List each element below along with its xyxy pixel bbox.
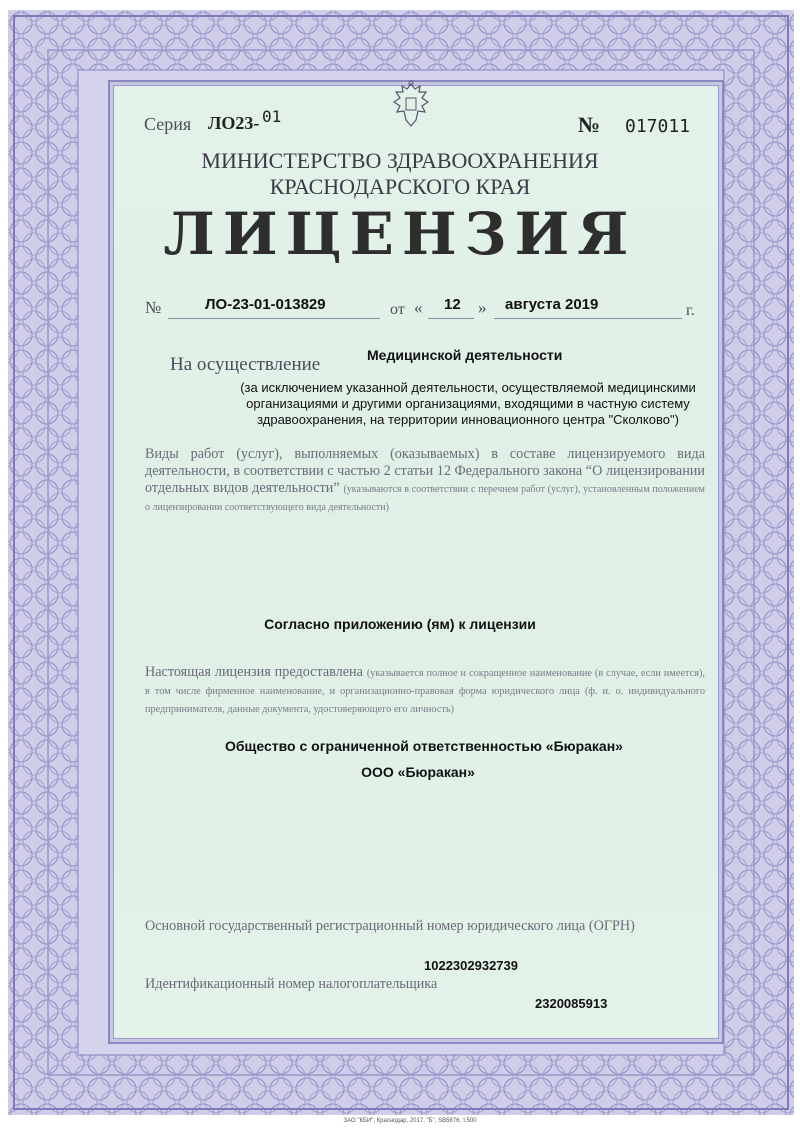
- quote-close: »: [478, 298, 487, 317]
- coat-of-arms-emblem: [390, 80, 432, 132]
- number-symbol: №: [578, 112, 601, 137]
- activity-note: (за исключением указанной деятельности, осуществляемой медицинскими организациями и другими организациями, входящими в частную систему здравоохранения, на территории инновационного центра "Сколково"): [240, 380, 696, 427]
- ogrn-label: Основной государственный регистрационный номер юридического лица (ОГРН): [145, 918, 635, 934]
- activity-label: На осуществление: [170, 354, 321, 375]
- license-day: 12: [444, 296, 461, 313]
- ministry-line-1: МИНИСТЕРСТВО ЗДРАВООХРАНЕНИЯ: [201, 148, 599, 173]
- ministry-name: [0, 148, 800, 200]
- ministry-line-2: КРАСНОДАРСКОГО КРАЯ: [269, 174, 531, 199]
- year-suffix: г.: [686, 302, 695, 319]
- license-number-symbol: №: [145, 298, 162, 317]
- day-line: [428, 318, 474, 319]
- activity-value: Медицинской деятельности: [367, 347, 563, 363]
- license-number-line: [168, 318, 380, 319]
- document-title: ЛИЦЕНЗИЯ: [163, 200, 637, 268]
- ogrn-value: 1022302932739: [424, 958, 518, 973]
- works-label: Виды работ (услуг), выполняемых (оказываемых) в составе лицензируемого вида деятельности, в соответствии с частью 2 статьи 12 Федерального закона “О лицензировании отдельных видов деятельности”: [145, 446, 705, 496]
- month-line: [494, 318, 682, 319]
- blank-number: 017011: [625, 116, 691, 137]
- holder-section: [145, 664, 705, 718]
- series-code: ЛО23-: [208, 113, 260, 133]
- from-label: от: [390, 301, 405, 318]
- works-value: Согласно приложению (ям) к лицензии: [264, 616, 536, 632]
- holder-full-name: Общество с ограниченной ответственностью «Бюракан»: [225, 738, 623, 754]
- inn-label: Идентификационный номер налогоплательщика: [145, 976, 438, 992]
- quote-open: «: [414, 298, 423, 317]
- holder-short-name: ООО «Бюракан»: [361, 764, 475, 780]
- inn-value: 2320085913: [535, 996, 608, 1011]
- series-label: Серия: [144, 114, 192, 134]
- holder-caption: (указывается полное и сокращенное наименование (в случае, если имеется), в том числе фирменное наименование, и организационно-правовая форма юридического лица (ф. и. о. индивидуального предпринимателя, данные документа, удостоверяющего его личность): [145, 668, 705, 715]
- license-month-year: августа 2019: [505, 296, 599, 313]
- license-number: ЛО-23-01-013829: [205, 296, 326, 313]
- series-suffix: 01: [262, 107, 282, 126]
- holder-label: Настоящая лицензия предоставлена: [145, 664, 363, 680]
- printer-imprint: ЗАО "КБИ", Краснодар, 2017, "Б", SB5876, т.500: [343, 1118, 477, 1124]
- works-section: [145, 446, 705, 516]
- works-caption: (указываются в соответствии с перечнем работ (услуг), установленным положением о лицензировании соответствующего вида деятельности): [145, 484, 705, 513]
